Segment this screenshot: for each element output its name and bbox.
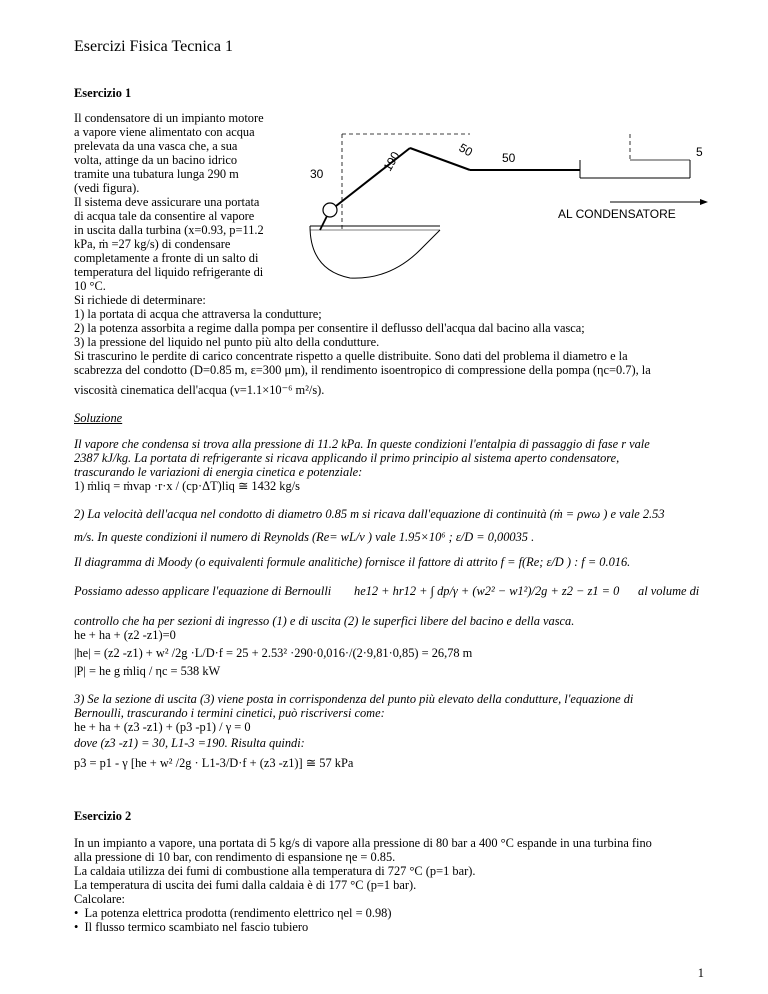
solution-line: |he| = (z2 -z1) + w² /2g ·L/D·f = 25 + 2.53² ·290·0,016·/(2·9,81·0,85) = 26,78 m bbox=[74, 646, 473, 660]
exercise-2-line: alla pressione di 10 bar, con rendimento di espansione ηe = 0.85. bbox=[74, 850, 396, 864]
solution-line: |P| = he g ṁliq / ηc = 538 kW bbox=[74, 664, 221, 678]
solution-line: Possiamo adesso applicare l'equazione di Bernoulli bbox=[74, 584, 332, 598]
solution-line: Bernoulli, trascurando i termini cinetici, può riscriversi come: bbox=[74, 706, 385, 720]
label-190: 190 bbox=[380, 149, 403, 174]
intro-line: volta, attinge da un bacino idrico bbox=[74, 153, 238, 167]
bullet-item bbox=[74, 906, 391, 921]
pipeline-diagram bbox=[290, 130, 710, 300]
exercise-2-line: In un impianto a vapore, una portata di 5 kg/s di vapore alla pressione di 80 bar a 400 °C espande in una turbina fino bbox=[74, 836, 652, 850]
page-number: 1 bbox=[697, 966, 704, 980]
requirement-line: 2) la potenza assorbita a regime dalla pompa per consentire il deflusso dell'acqua dal bacino alla vasca; bbox=[74, 321, 585, 335]
requirement-line: Si trascurino le perdite di carico concentrate rispetto a quelle distribuite. Sono dati del problema il diametro e la bbox=[74, 349, 628, 363]
bernoulli-equation: he12 + hr12 + ∫ dp/γ + (w2² − w1²)/2g + z2 − z1 = 0 bbox=[354, 584, 620, 598]
bullet-icon: • bbox=[74, 906, 79, 920]
solution-line: 3) Se la sezione di uscita (3) viene posta in corrispondenza del punto più elevato della condutture, l'equazione di bbox=[74, 692, 634, 706]
solution-line: Il diagramma di Moody (o equivalenti formule analitiche) fornisce il fattore di attrito f = f(Re; ε/D ) : f = 0.016. bbox=[74, 555, 631, 569]
solution-line: dove (z3 -z1) = 30, L1-3 =190. Risulta quindi: bbox=[74, 736, 305, 750]
requirement-line: 3) la pressione del liquido nel punto più alto della condutture. bbox=[74, 335, 380, 349]
intro-line: tramite una tubatura lunga 290 m bbox=[74, 167, 239, 181]
solution-line: controllo che ha per sezioni di ingresso (1) e di uscita (2) le superfici libere del bacino e della vasca. bbox=[74, 614, 575, 628]
label-al-condensatore: AL CONDENSATORE bbox=[558, 207, 676, 221]
pump-icon bbox=[323, 203, 337, 217]
page-header: Esercizi Fisica Tecnica 1 bbox=[74, 38, 233, 55]
exercise-2-line: Calcolare: bbox=[74, 892, 125, 906]
solution-line: Il vapore che condensa si trova alla pressione di 11.2 kPa. In queste condizioni l'entalpia di passaggio di fase r vale bbox=[74, 437, 650, 451]
solution-line: trascurando le variazioni di energia cinetica e potenziale: bbox=[74, 465, 363, 479]
intro-line: kPa, ṁ =27 kg/s) di condensare bbox=[74, 237, 231, 251]
intro-line: completamente a fronte di un salto di bbox=[74, 251, 259, 265]
requirement-line: 1) la portata di acqua che attraversa la condutture; bbox=[74, 307, 322, 321]
solution-line: he + ha + (z2 -z1)=0 bbox=[74, 628, 176, 642]
intro-line: 10 °C. bbox=[74, 279, 106, 293]
solution-line: he + ha + (z3 -z1) + (p3 -p1) / γ = 0 bbox=[74, 720, 251, 734]
label-50-sloped: 50 bbox=[456, 140, 476, 160]
exercise-2-line: La caldaia utilizza dei fumi di combustione alla temperatura di 727 °C (p=1 bar). bbox=[74, 864, 476, 878]
label-50: 50 bbox=[502, 151, 516, 165]
intro-line: prelevata da una vasca che, a sua bbox=[74, 139, 238, 153]
intro-line: Il sistema deve assicurare una portata bbox=[74, 195, 260, 209]
label-5: 5 bbox=[696, 145, 703, 159]
intro-line: temperatura del liquido refrigerante di bbox=[74, 265, 264, 279]
exercise-1-title: Esercizio 1 bbox=[74, 86, 132, 100]
requirement-line: scabrezza del condotto (D=0.85 m, ε=300 μm), il rendimento isoentropico di compressione della pompa (ηc=0.7), la bbox=[74, 363, 651, 377]
bullet-icon: • bbox=[74, 920, 79, 934]
intro-line: di acqua tale da consentire al vapore bbox=[74, 209, 255, 223]
solution-line: 2) La velocità dell'acqua nel condotto di diametro 0.85 m si ricava dall'equazione di continuità (ṁ = ρwω ) e vale 2.53 bbox=[74, 507, 665, 521]
solution-line: al volume di bbox=[638, 584, 700, 598]
label-30: 30 bbox=[310, 167, 324, 181]
arrow-right-icon bbox=[700, 199, 708, 205]
intro-line: a vapore viene alimentato con acqua bbox=[74, 125, 255, 139]
intro-line: in uscita dalla turbina (x=0.93, p=11.2 bbox=[74, 223, 264, 237]
requirement-line: Si richiede di determinare: bbox=[74, 293, 206, 307]
exercise-2-title: Esercizio 2 bbox=[74, 809, 132, 823]
intro-line: Il condensatore di un impianto motore bbox=[74, 111, 264, 125]
intro-line: (vedi figura). bbox=[74, 181, 140, 195]
bullet-item bbox=[74, 920, 308, 935]
solution-line: 1) ṁliq = ṁvap ·r·x / (cp·ΔT)liq ≅ 1432 kg/s bbox=[74, 479, 300, 493]
solution-title: Soluzione bbox=[74, 411, 123, 425]
solution-line: m/s. In queste condizioni il numero di Reynolds (Re= wL/ν ) vale 1.95×10⁶ ; ε/D = 0,00035 . bbox=[74, 530, 535, 544]
bullet-text: La potenza elettrica prodotta (rendimento elettrico ηel = 0.98) bbox=[84, 906, 392, 920]
exercise-2-line: La temperatura di uscita dei fumi dalla caldaia è di 177 °C (p=1 bar). bbox=[74, 878, 417, 892]
solution-line: 2387 kJ/kg. La portata di refrigerante si ricava applicando il primo principio al sistema aperto condensatore, bbox=[74, 451, 620, 465]
bullet-text: Il flusso termico scambiato nel fascio tubiero bbox=[84, 920, 309, 934]
requirement-line: viscosità cinematica dell'acqua (ν=1.1×10⁻⁶ m²/s). bbox=[74, 383, 325, 397]
solution-line: p3 = p1 - γ [he + w² /2g · L1-3/D·f + (z3 -z1)] ≅ 57 kPa bbox=[74, 756, 354, 770]
